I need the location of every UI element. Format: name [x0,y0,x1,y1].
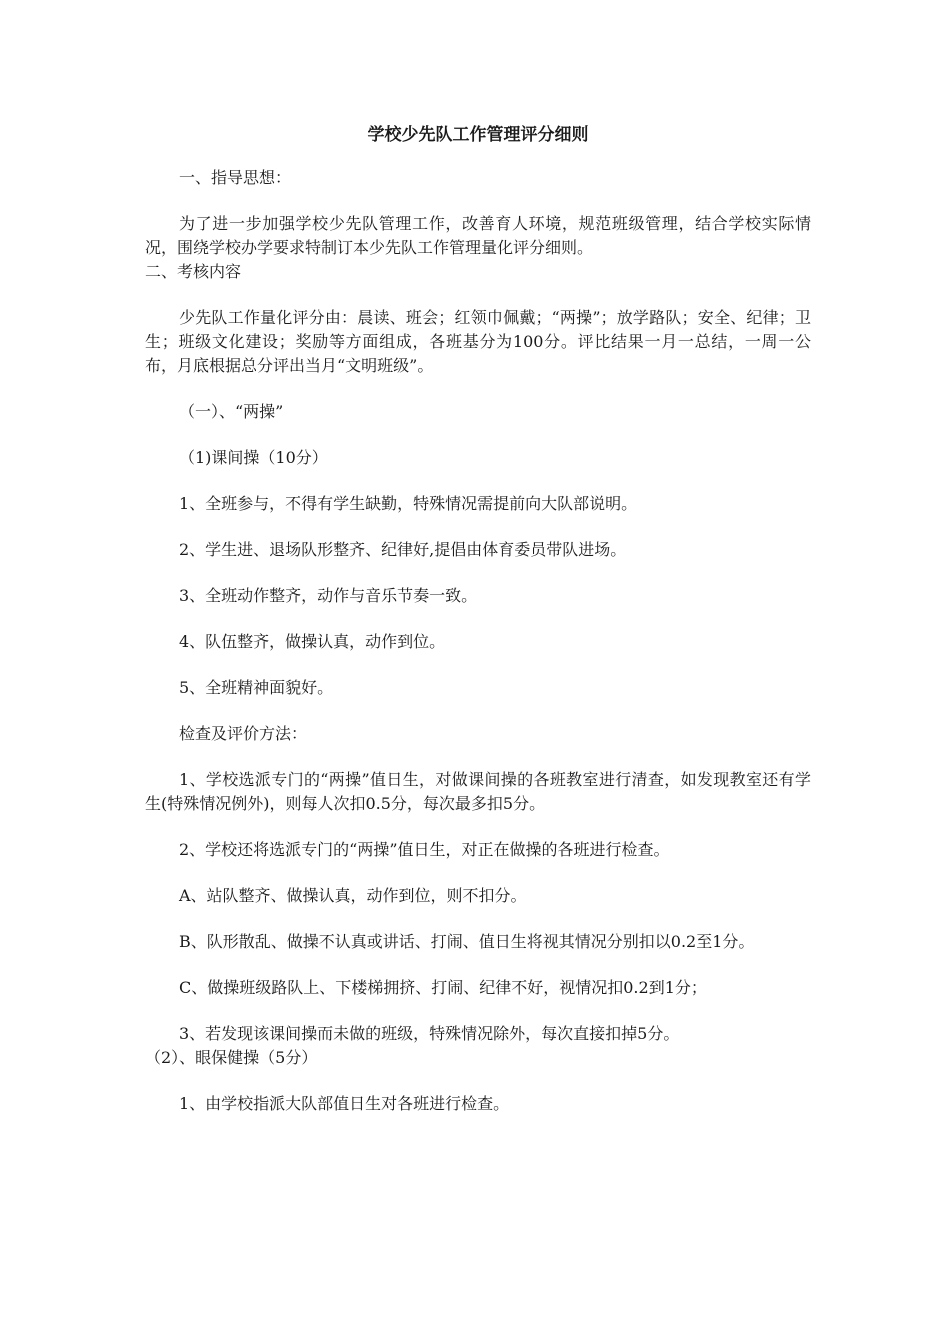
list-item: 1、由学校指派大队部值日生对各班进行检查。 [179,1094,510,1113]
document-title: 学校少先队工作管理评分细则 [367,125,589,145]
heading-inspection-method: 检查及评价方法： [179,724,308,743]
subsection-heading-two-exercises: （一）、“两操” [179,402,284,421]
list-item: A、站队整齐、做操认真，动作到位，则不扣分。 [179,886,527,905]
item-heading-break-exercise: （1)课间操（10分） [179,448,328,467]
section-heading-guiding-idea: 一、指导思想： [179,168,292,187]
list-item: 1、学校选派专门的“两操”值日生，对做课间操的各班教室进行清查，如发现教室还有学生(特殊情况例外)，则每人次扣0.5分，每次最多扣5分。 [145,770,811,813]
list-item: 3、若发现该课间操而未做的班级，特殊情况除外，每次直接扣掉5分。 [179,1024,680,1043]
paragraph-scoring-overview: 少先队工作量化评分由：晨读、班会；红领巾佩戴；“两操”；放学路队；安全、纪律；卫生；班级文化建设；奖励等方面组成，各班基分为100分。评比结果一月一总结，一周一公布，月底根据总分评出当月“文明班级”。 [145,308,811,375]
section-heading-assessment: 二、考核内容 [145,262,242,281]
list-item: 2、学校还将选派专门的“两操”值日生，对正在做操的各班进行检查。 [179,840,670,859]
list-item: 4、队伍整齐，做操认真，动作到位。 [179,632,446,651]
document-page [145,122,811,1138]
list-item: 1、全班参与，不得有学生缺勤，特殊情况需提前向大队部说明。 [179,494,638,513]
paragraph-purpose: 为了进一步加强学校少先队管理工作，改善育人环境，规范班级管理，结合学校实际情况，围绕学校办学要求特制订本少先队工作管理量化评分细则。 [145,214,811,257]
list-item: C、做操班级路队上、下楼梯拥挤、打闹、纪律不好，视情况扣0.2到1分； [179,978,707,997]
list-item: 3、全班动作整齐，动作与音乐节奏一致。 [179,586,478,605]
list-item: 5、全班精神面貌好。 [179,678,334,697]
list-item: 2、学生进、退场队形整齐、纪律好,提倡由体育委员带队进场。 [179,540,627,559]
item-heading-eye-exercise: （2）、眼保健操（5分） [145,1048,318,1067]
list-item: B、队形散乱、做操不认真或讲话、打闹、值日生将视其情况分别扣以0.2至1分。 [179,932,755,951]
